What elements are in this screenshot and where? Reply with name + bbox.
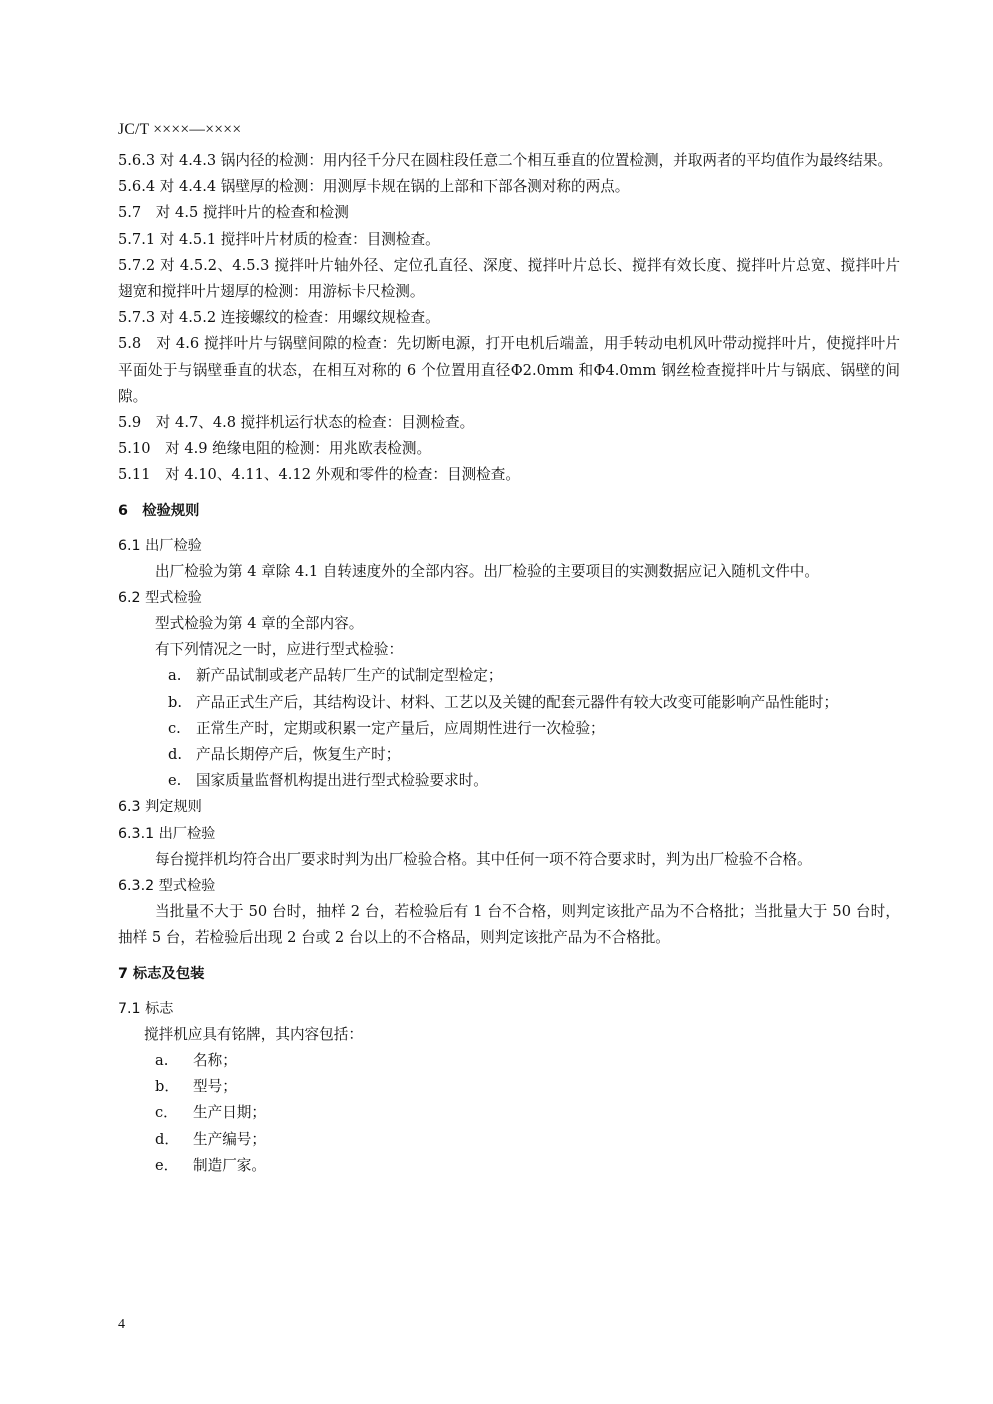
clause-6-3-1-text: 每台搅拌机均符合出厂要求时判为出厂检验合格。其中任何一项不符合要求时，判为出厂检验不合格。	[155, 850, 812, 868]
clause-5-9: 5.9 对 4.7、4.8 搅拌机运行状态的检查：目测检查。	[118, 413, 475, 431]
clause-6-2-text-1: 型式检验为第 4 章的全部内容。	[155, 615, 364, 633]
clause-5-8: 5.8 对 4.6 搅拌叶片与锅壁间隙的检查：先切断电源，打开电机后端盖，用手转动电机风叶带动搅拌叶片，使搅拌叶片平面处于与锅壁垂直的状态，在相互对称的 6 个位置用直径Φ2.0mm 和Φ4.0mm 钢丝检查搅拌叶片与锅底、锅壁的间隙。	[118, 335, 900, 405]
list-label: a.	[155, 1051, 169, 1069]
clause-5-7: 5.7 对 4.5 搅拌叶片的检查和检测	[118, 204, 349, 222]
clause-6-3-2-text: 当批量不大于 50 台时，抽样 2 台，若检验后有 1 台不合格，则判定该批产品为不合格批；当批量大于 50 台时，抽样 5 台，若检验后出现 2 台或 2 台以上的不合格品，则判定该批产品为不合格批。	[118, 903, 900, 947]
section-7-heading: 7 标志及包装	[118, 965, 205, 982]
list-item-6-2-e	[118, 768, 900, 794]
document-code: JC/T ××××—××××	[118, 121, 242, 138]
section-5-clauses	[118, 148, 900, 489]
clause-5-10: 5.10 对 4.9 绝缘电阻的检测：用兆欧表检测。	[118, 440, 432, 458]
list-label: d．	[155, 1130, 179, 1148]
list-text: 生产日期；	[193, 1104, 266, 1122]
clause-7-1-title: 7.1 标志	[118, 1000, 174, 1017]
list-text: 名称；	[193, 1051, 237, 1069]
list-item-7-1-a	[118, 1048, 900, 1074]
list-label: a.	[168, 667, 182, 685]
list-text: 产品正式生产后，其结构设计、材料、工艺以及关键的配套元器件有较大改变可能影响产品性能时；	[196, 693, 839, 711]
clause-7-1-text: 搅拌机应具有铭牌，其内容包括：	[144, 1025, 363, 1043]
page-number: 4	[118, 1317, 125, 1332]
list-label: c.	[168, 719, 181, 737]
section-6-heading: 6 检验规则	[118, 502, 200, 519]
list-item-6-2-a	[118, 663, 900, 689]
clause-6-3-title: 6.3 判定规则	[118, 799, 202, 816]
clause-5-6-4: 5.6.4 对 4.4.4 锅壁厚的检测：用测厚卡规在锅的上部和下部各测对称的两点。	[118, 178, 630, 196]
clause-5-11: 5.11 对 4.10、4.11、4.12 外观和零件的检查：目测检查。	[118, 466, 520, 484]
list-item-7-1-b	[118, 1074, 900, 1100]
list-text: 型号；	[193, 1078, 237, 1096]
list-label: c．	[155, 1104, 178, 1122]
clause-5-7-1: 5.7.1 对 4.5.1 搅拌叶片材质的检查：目测检查。	[118, 230, 440, 248]
clause-6-1-text: 出厂检验为第 4 章除 4.1 自转速度外的全部内容。出厂检验的主要项目的实测数据应记入随机文件中。	[155, 562, 819, 580]
list-text: 制造厂家。	[193, 1156, 266, 1174]
clause-5-7-2: 5.7.2 对 4.5.2、4.5.3 搅拌叶片轴外径、定位孔直径、深度、搅拌叶片总长、搅拌有效长度、搅拌叶片总宽、搅拌叶片翅宽和搅拌叶片翅厚的检测：用游标卡尺检测。	[118, 256, 900, 300]
list-label: e.	[168, 772, 182, 790]
clause-6-2-title: 6.2 型式检验	[118, 589, 202, 606]
list-item-6-2-d	[118, 742, 900, 768]
clause-6-3-2-title: 6.3.2 型式检验	[118, 878, 216, 895]
clause-6-3-1-title: 6.3.1 出厂检验	[118, 825, 216, 842]
clause-5-7-3: 5.7.3 对 4.5.2 连接螺纹的检查：用螺纹规检查。	[118, 309, 440, 327]
list-text: 产品长期停产后，恢复生产时；	[196, 746, 401, 764]
clause-6-2-text-2: 有下列情况之一时，应进行型式检验：	[155, 641, 404, 659]
document-body	[118, 148, 900, 1179]
list-item-7-1-c	[118, 1100, 900, 1126]
list-item-6-2-c	[118, 716, 900, 742]
list-text: 新产品试制或老产品转厂生产的试制定型检定；	[196, 667, 503, 685]
clause-6-1-title: 6.1 出厂检验	[118, 537, 202, 554]
list-label: b.	[168, 693, 182, 711]
list-item-7-1-e	[118, 1153, 900, 1179]
list-label: b．	[155, 1078, 179, 1096]
list-text: 生产编号；	[193, 1130, 266, 1148]
list-text: 国家质量监督机构提出进行型式检验要求时。	[196, 772, 488, 790]
list-item-7-1-d	[118, 1127, 900, 1153]
list-text: 正常生产时，定期或积累一定产量后，应周期性进行一次检验；	[196, 719, 605, 737]
list-label: e．	[155, 1156, 179, 1174]
list-item-6-2-b	[118, 690, 900, 716]
clause-5-6-3: 5.6.3 对 4.4.3 锅内径的检测：用内径千分尺在圆柱段任意二个相互垂直的位置检测，并取两者的平均值作为最终结果。	[118, 152, 893, 169]
list-label: d.	[168, 746, 182, 764]
